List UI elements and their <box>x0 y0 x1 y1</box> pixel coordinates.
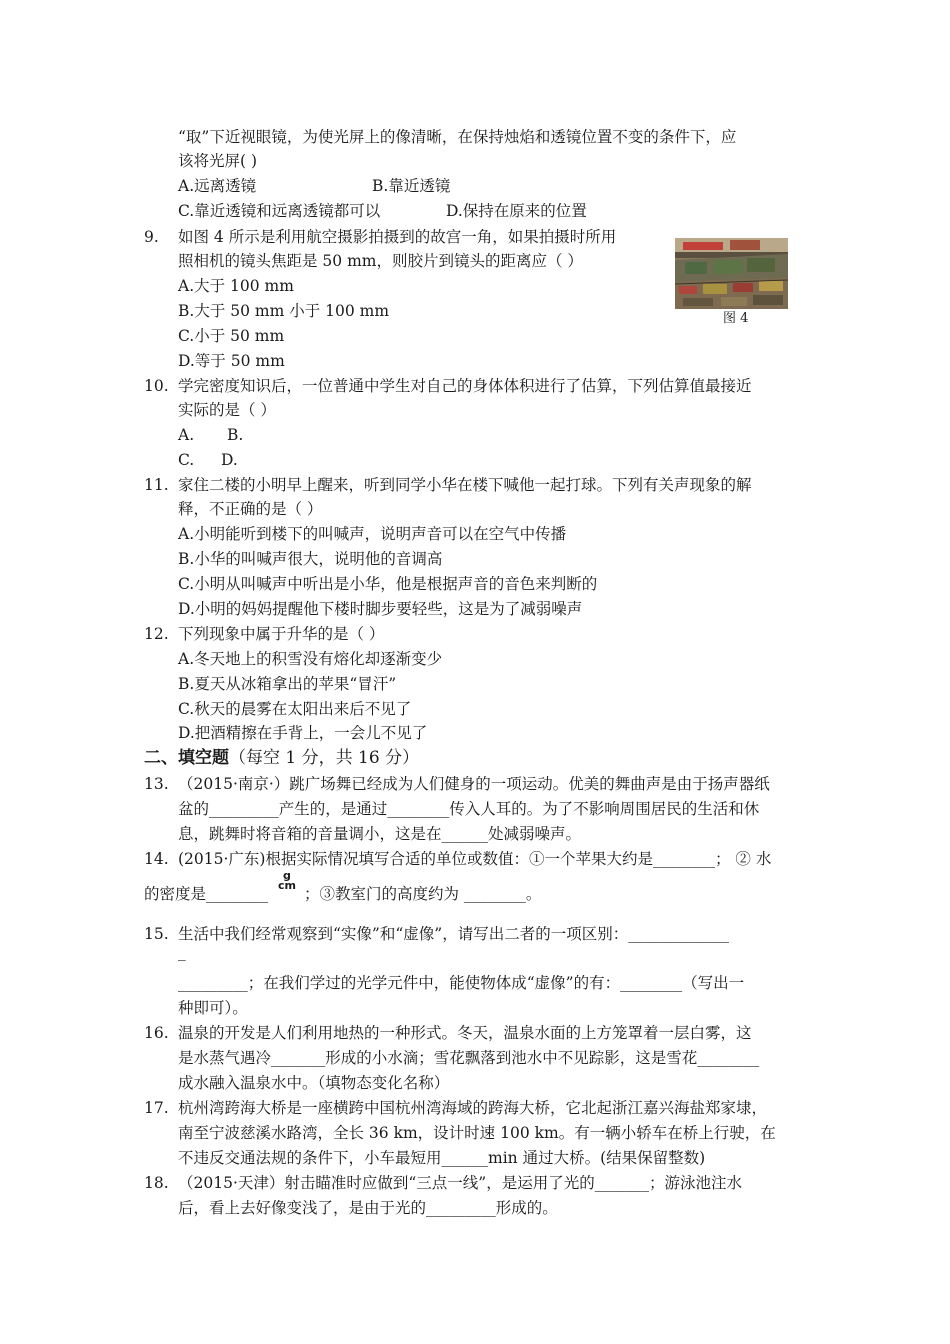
q9-line1: 如图 4 所示是利用航空摄影拍摄到的故宫一角，如果拍摄时所用 <box>178 228 617 246</box>
q12-line1: 下列现象中属于升华的是（ ） <box>178 625 385 643</box>
q18-line2: 后，看上去好像变浅了，是由于光的_________形成的。 <box>178 1199 558 1217</box>
q15-line2: _ <box>178 943 186 961</box>
q18-line1: （2015·天津）射击瞄准时应做到“三点一线”，是运用了光的_______；游泳池注水 <box>178 1174 742 1192</box>
q12-option-a: A.冬天地上的积雪没有熔化却逐渐变少 <box>178 650 443 668</box>
q9-option-b: B.大于 50 mm 小于 100 mm <box>178 302 390 320</box>
q15-line4: 种即可）。 <box>178 999 248 1017</box>
q9-option-a: A.大于 100 mm <box>178 277 294 295</box>
q9-number: 9. <box>144 228 159 246</box>
q13-line1: （2015·南京·）跳广场舞已经成为人们健身的一项运动。优美的舞曲声是由于扬声器纸 <box>178 775 770 793</box>
forbidden-city-aerial-photo <box>675 238 788 309</box>
q9-option-d: D.等于 50 mm <box>178 352 285 370</box>
q15-number: 15. <box>144 925 169 943</box>
q11-line1: 家住二楼的小明早上醒来，听到同学小华在楼下喊他一起打球。下列有关声现象的解 <box>178 476 752 494</box>
q10-number: 10. <box>144 377 169 395</box>
q11-option-b: B.小华的叫喊声很大，说明他的音调高 <box>178 550 443 568</box>
q14-line2a: 的密度是________ <box>144 885 269 903</box>
q16-line3: 成水融入温泉水中。（填物态变化名称） <box>178 1074 450 1092</box>
q11-line2: 释，不正确的是（ ） <box>178 500 323 518</box>
q10-option-d: D. <box>221 451 238 469</box>
q8-option-d: D.保持在原来的位置 <box>446 202 587 220</box>
q14-number: 14. <box>144 850 169 868</box>
q16-line1: 温泉的开发是人们利用地热的一种形式。冬天，温泉水面的上方笼罩着一层白雾，这 <box>178 1024 752 1042</box>
q11-number: 11. <box>144 476 169 494</box>
q11-option-d: D.小明的妈妈提醒他下楼时脚步要轻些，这是为了减弱噪声 <box>178 600 583 618</box>
q12-option-d: D.把酒精擦在手背上，一会儿不见了 <box>178 724 428 742</box>
section-2-heading <box>144 746 419 770</box>
q9-option-c: C.小于 50 mm <box>178 327 285 345</box>
q16-number: 16. <box>144 1024 169 1042</box>
q17-line3: 不违反交通法规的条件下，小车最短用______min 通过大桥。(结果保留整数) <box>178 1149 706 1167</box>
q14-unit-numerator: g <box>283 869 291 882</box>
q13-number: 13. <box>144 775 169 793</box>
q13-line2: 盆的_________产生的，是通过________传入人耳的。为了不影响周围居民的生活和休 <box>178 800 760 818</box>
section-2-note: （每空 1 分，共 16 分） <box>229 748 420 768</box>
q15-line3: _________；在我们学过的光学元件中，能使物体成“虚像”的有：________（写出一 <box>178 974 745 992</box>
q9-line2: 照相机的镜头焦距是 50 mm，则胶片到镜头的距离应（ ） <box>178 252 583 270</box>
q10-line1: 学完密度知识后，一位普通中学生对自己的身体体积进行了估算，下列估算值最接近 <box>178 377 752 395</box>
q17-line2: 南至宁波慈溪水路湾，全长 36 km，设计时速 100 km。有一辆小轿车在桥上行驶，在 <box>178 1124 776 1142</box>
q15-line1: 生活中我们经常观察到“实像”和“虚像”，请写出二者的一项区别：_____________ <box>178 925 729 943</box>
q8-option-a: A.远离透镜 <box>178 177 257 195</box>
q8-option-c: C.靠近透镜和远离透镜都可以 <box>178 202 381 220</box>
q8-line2: 该将光屏( ) <box>178 152 258 170</box>
figure-4-caption: 图 4 <box>723 311 749 326</box>
q13-line3: 息，跳舞时将音箱的音量调小，这是在______处减弱噪声。 <box>178 825 582 843</box>
q8-option-b: B.靠近透镜 <box>372 177 451 195</box>
q11-option-a: A.小明能听到楼下的叫喊声，说明声音可以在空气中传播 <box>178 525 567 543</box>
q16-line2: 是水蒸气遇冷_______形成的小水滴；雪花飘落到池水中不见踪影，这是雪花________ <box>178 1049 760 1067</box>
q17-number: 17. <box>144 1099 169 1117</box>
q18-number: 18. <box>144 1174 169 1192</box>
q12-option-b: B.夏天从冰箱拿出的苹果“冒汗” <box>178 675 397 693</box>
q10-line2: 实际的是（ ） <box>178 401 276 419</box>
q14-line2b: ；③教室门的高度约为 ________。 <box>304 885 542 903</box>
q12-option-c: C.秋天的晨雾在太阳出来后不见了 <box>178 700 412 718</box>
q10-option-b: B. <box>227 426 244 444</box>
q11-option-c: C.小明从叫喊声中听出是小华，他是根据声音的音色来判断的 <box>178 575 598 593</box>
q8-line1: “取”下近视眼镜，为使光屏上的像清晰，在保持烛焰和透镜位置不变的条件下，应 <box>178 128 737 146</box>
q10-option-c: C. <box>178 451 195 469</box>
q14-unit-denominator: cm <box>278 879 296 892</box>
q10-option-a: A. <box>178 426 195 444</box>
q14-line1: (2015·广东)根据实际情况填写合适的单位或数值：①一个苹果大约是________； ② 水 <box>178 850 772 868</box>
q12-number: 12. <box>144 625 169 643</box>
q17-line1: 杭州湾跨海大桥是一座横跨中国杭州湾海域的跨海大桥，它北起浙江嘉兴海盐郑家埭， <box>178 1099 768 1117</box>
section-2-title: 二、填空题 <box>144 748 229 768</box>
